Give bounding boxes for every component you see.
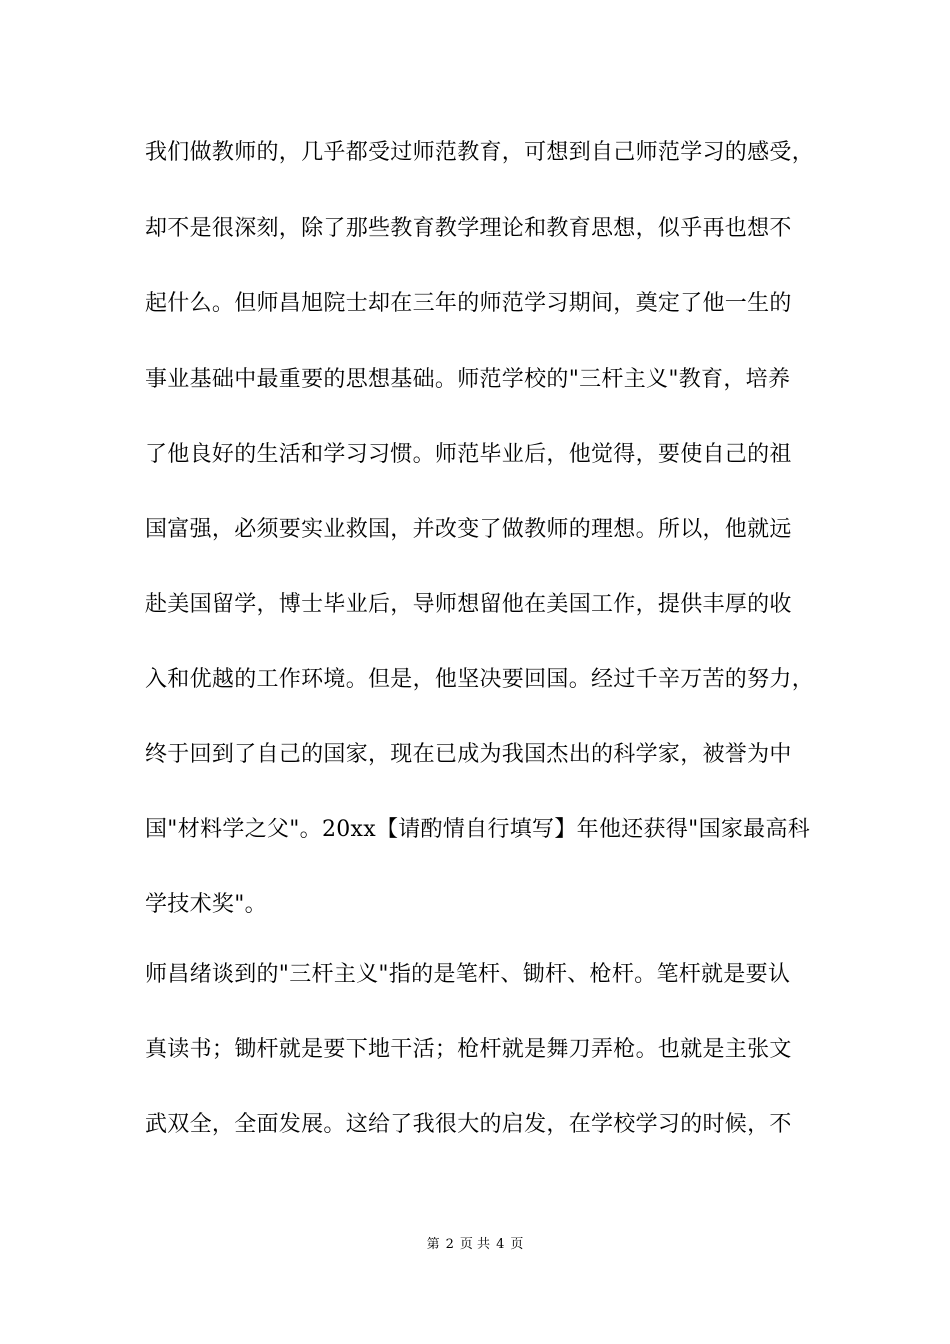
text-line-6: 国富强，必须要实业救国，并改变了做教师的理想。所以，他就远: [145, 517, 792, 542]
text-line-11: 学技术奖"。: [145, 892, 267, 917]
text-line-4: 事业基础中最重要的思想基础。师范学校的"三杆主义"教育，培养: [145, 367, 791, 392]
text-line-5: 了他良好的生活和学习习惯。师范毕业后，他觉得，要使自己的祖: [145, 442, 792, 467]
footer-suffix: 页: [510, 1237, 524, 1252]
footer-total-pages: 4: [496, 1237, 505, 1252]
text-line-12: 师昌绪谈到的"三杆主义"指的是笔杆、锄杆、枪杆。笔杆就是要认: [145, 962, 791, 987]
footer-middle: 页 共: [459, 1237, 491, 1252]
text-line-2: 却不是很深刻，除了那些教育教学理论和教育思想，似乎再也想不: [145, 216, 792, 241]
text-line-9: 终于回到了自己的国家，现在已成为我国杰出的科学家，被誉为中: [145, 742, 792, 767]
text-line-8: 入和优越的工作环境。但是，他坚决要回国。经过千辛万苦的努力，: [145, 667, 815, 692]
text-line-7: 赴美国留学，博士毕业后，导师想留他在美国工作，提供丰厚的收: [145, 592, 792, 617]
text-line-13: 真读书；锄杆就是要下地干活；枪杆就是舞刀弄枪。也就是主张文: [145, 1037, 792, 1062]
page-footer: [0, 1236, 950, 1254]
text-line-1: 我们做教师的，几乎都受过师范教育，可想到自己师范学习的感受，: [145, 140, 815, 165]
text-line-3: 起什么。但师昌旭院士却在三年的师范学习期间，奠定了他一生的: [145, 291, 792, 316]
text-line-10: 国"材料学之父"。20xx【请酌情自行填写】年他还获得"国家最高科: [145, 817, 811, 842]
footer-current-page: 2: [445, 1237, 454, 1252]
text-line-14: 武双全，全面发展。这给了我很大的启发，在学校学习的时候，不: [145, 1112, 792, 1137]
footer-prefix: 第: [426, 1237, 440, 1252]
